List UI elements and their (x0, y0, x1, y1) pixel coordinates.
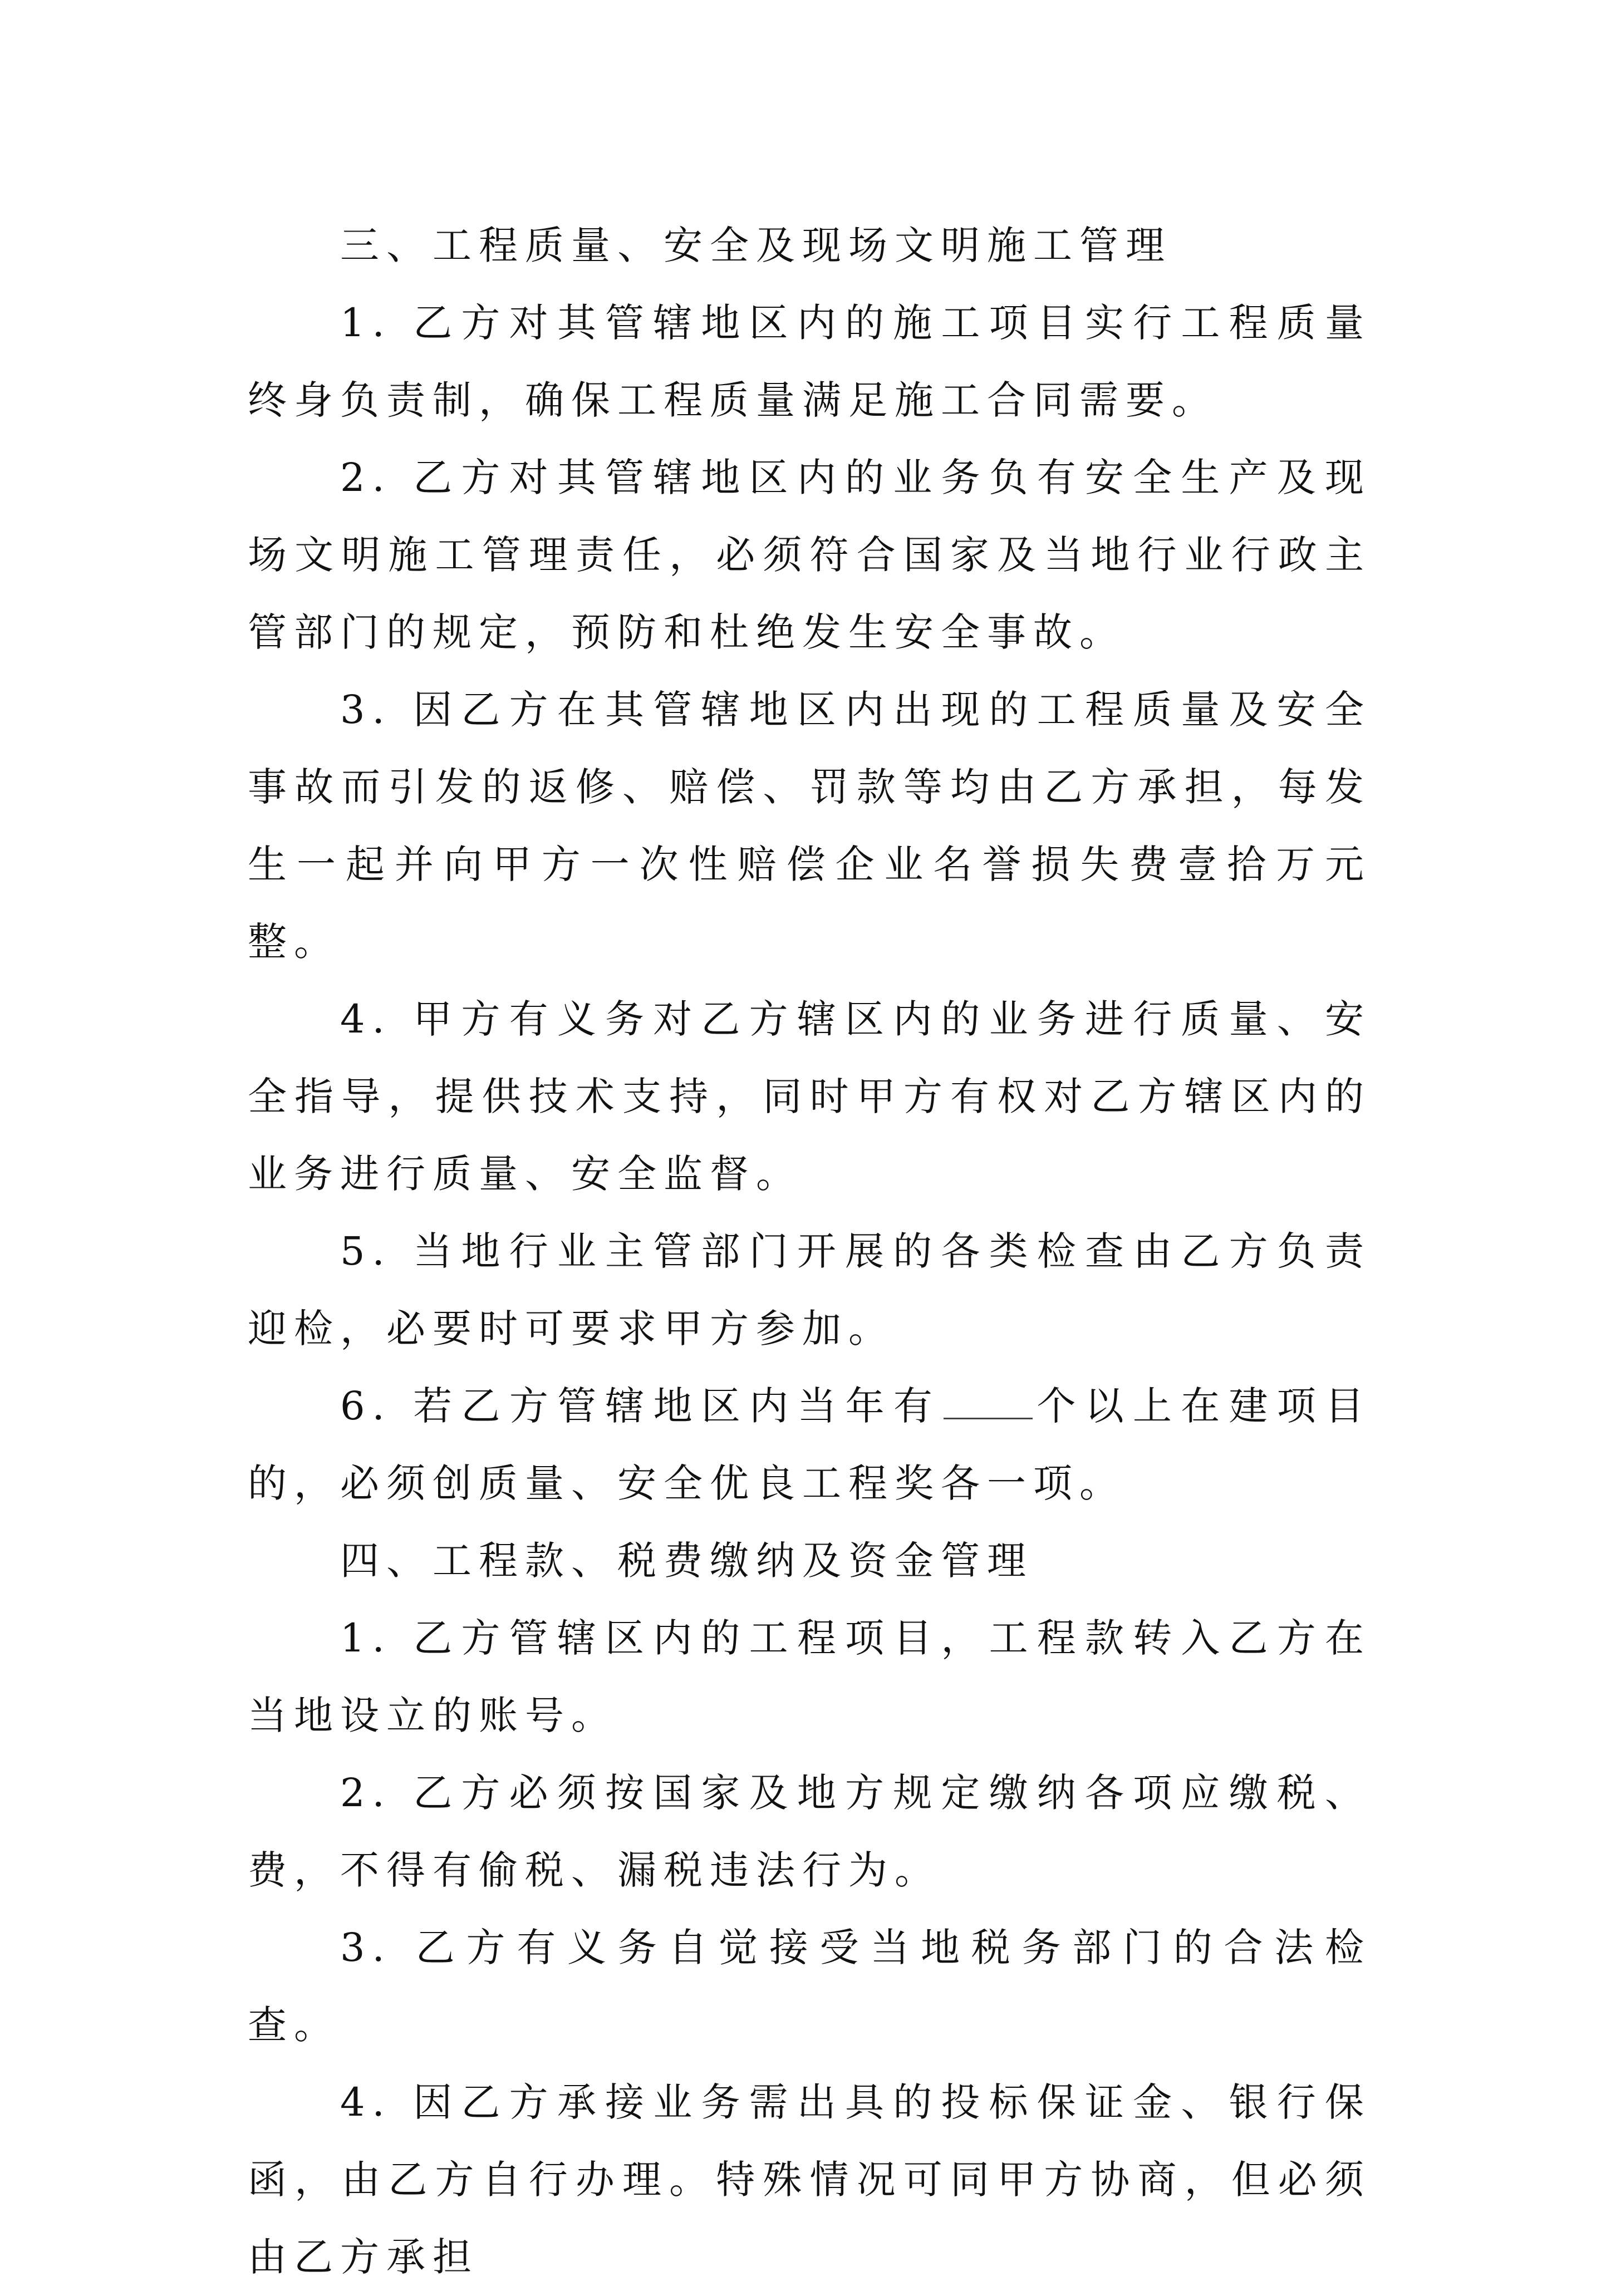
fill-in-blank (944, 1385, 1033, 1419)
section3-item-2: 2. 乙方对其管辖地区内的业务负有安全生产及现场文明施工管理责任，必须符合国家及当地行业行政主管部门的规定，预防和杜绝发生安全事故。 (248, 455, 1371, 655)
section4-item-3: 3. 乙方有义务自觉接受当地税务部门的合法检查。 (248, 1925, 1371, 2048)
section3-item-1: 1. 乙方对其管辖地区内的施工项目实行工程质量终身负责制，确保工程质量满足施工合同需要。 (248, 300, 1371, 423)
section4-item-2: 2. 乙方必须按国家及地方规定缴纳各项应缴税、费，不得有偷税、漏税违法行为。 (248, 1770, 1371, 1893)
section3-item-6 (248, 1368, 1371, 1522)
document-body (248, 207, 1371, 2296)
item6-text-after: 个以上在建项目的，必须创质量、安全优良工程奖各一项。 (248, 1383, 1371, 1506)
item6-text-before: 6. 若乙方管辖地区内当年有 (340, 1383, 942, 1429)
section3-item-5: 5. 当地行业主管部门开展的各类检查由乙方负责迎检，必要时可要求甲方参加。 (248, 1228, 1371, 1351)
section-heading-3: 三、工程质量、安全及现场文明施工管理 (340, 223, 1172, 268)
section-heading-4: 四、工程款、税费缴纳及资金管理 (340, 1538, 1033, 1584)
section3-item-3: 3. 因乙方在其管辖地区内出现的工程质量及安全事故而引发的返修、赔偿、罚款等均由乙方承担，每发生一起并向甲方一次性赔偿企业名誉损失费壹拾万元整。 (248, 687, 1371, 965)
section3-item-4: 4. 甲方有义务对乙方辖区内的业务进行质量、安全指导，提供技术支持，同时甲方有权对乙方辖区内的业务进行质量、安全监督。 (248, 996, 1371, 1197)
section4-item-1: 1. 乙方管辖区内的工程项目，工程款转入乙方在当地设立的账号。 (248, 1615, 1371, 1738)
section4-item-4: 4. 因乙方承接业务需出具的投标保证金、银行保函，由乙方自行办理。特殊情况可同甲方协商，但必须由乙方承担 (248, 2079, 1371, 2280)
